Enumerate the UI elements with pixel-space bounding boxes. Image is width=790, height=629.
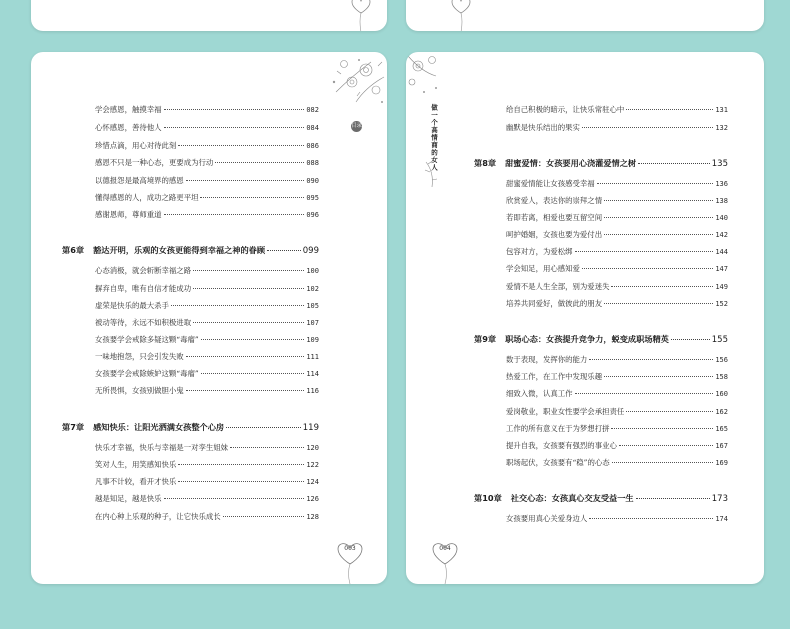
- toc-entry[interactable]: 工作的所有意义在于为梦想打拼 165: [506, 424, 728, 433]
- toc-entry[interactable]: 珍惜点滴，用心对待此刻 086: [95, 141, 319, 150]
- toc-entry[interactable]: 提升自我，女孩要有强烈的事业心 167: [506, 441, 728, 450]
- heart-balloon-icon: [446, 0, 476, 31]
- contents-badge: 目录: [351, 121, 362, 132]
- heart-balloon-icon: [346, 0, 376, 31]
- chapter-10-heading[interactable]: 第10章 社交心态：女孩真心交友受益一生 173: [474, 493, 728, 504]
- toc-entry[interactable]: 感谢恩师，尊师重道 096: [95, 210, 319, 219]
- toc-entry[interactable]: 虚荣是快乐的最大杀手 105: [95, 301, 319, 310]
- toc-entry[interactable]: 快乐才幸福，快乐与幸福是一对孪生姐妹 120: [95, 443, 319, 452]
- toc-entry[interactable]: 懂得感恩的人，成功之路更平坦 095: [95, 193, 319, 202]
- toc-entry[interactable]: 幽默是快乐结出的果实 132: [506, 123, 728, 132]
- toc-entry[interactable]: 无所畏惧，女孩别做胆小鬼 116: [95, 386, 319, 395]
- toc-entry[interactable]: 学会感恩，触摸幸福 082: [95, 105, 319, 114]
- page-number: 004: [439, 545, 451, 552]
- chapter-9-heading[interactable]: 第9章 职场心态：女孩提升竞争力，蜕变成职场精英 155: [474, 334, 728, 345]
- toc-entry[interactable]: 女孩要学会戒除嫉妒这颗“毒瘤” 114: [95, 369, 319, 378]
- toc-page-003: [31, 52, 387, 584]
- toc-entry[interactable]: 培养共同爱好，做彼此的朋友 152: [506, 299, 728, 308]
- toc-entry[interactable]: 笑对人生，用笑感知快乐 122: [95, 460, 319, 469]
- toc-entry[interactable]: 心态消极，就会斩断幸福之路 100: [95, 266, 319, 275]
- toc-entry[interactable]: 包容对方，为爱松绑 144: [506, 247, 728, 256]
- toc-page-004: [406, 52, 764, 584]
- toc-entry[interactable]: 女孩要用真心关爱身边人 174: [506, 514, 728, 523]
- toc-entry[interactable]: 心怀感恩，善待他人 084: [95, 123, 319, 132]
- page-number: 003: [344, 545, 356, 552]
- chapter-7-heading[interactable]: 第7章 感知快乐：让阳光洒满女孩整个心房 119: [62, 422, 319, 433]
- toc-entry[interactable]: 一味地抱怨，只会引发失败 111: [95, 352, 319, 361]
- previous-page-right: [406, 0, 764, 31]
- toc-entry[interactable]: 摒弃自卑，唯有自信才能成功 102: [95, 284, 319, 293]
- toc-entry[interactable]: 在内心种上乐观的种子，让它快乐成长 128: [95, 512, 319, 521]
- toc-entry[interactable]: 越是知足，越是快乐 126: [95, 494, 319, 503]
- toc-entry[interactable]: 呵护婚姻，女孩也要为爱付出 142: [506, 230, 728, 239]
- toc-entry[interactable]: 甜蜜爱情能让女孩感受幸福 136: [506, 179, 728, 188]
- toc-entry[interactable]: 爱情不是人生全部，别为爱迷失 149: [506, 282, 728, 291]
- toc-entry[interactable]: 以德报怨是最高境界的感恩 090: [95, 176, 319, 185]
- toc-entry[interactable]: 女孩要学会戒除多疑这颗“毒瘤” 109: [95, 335, 319, 344]
- chapter-6-heading[interactable]: 第6章 豁达开明，乐观的女孩更能得到幸福之神的眷顾 099: [62, 245, 319, 256]
- toc-entry[interactable]: 爱岗敬业，职业女性要学会承担责任 162: [506, 407, 728, 416]
- toc-entry[interactable]: 数于表现，发挥你的能力 156: [506, 355, 728, 364]
- previous-page-left: [31, 0, 387, 31]
- toc-entry[interactable]: 欣赏爱人，表达你的崇拜之情 138: [506, 196, 728, 205]
- toc-entry[interactable]: 职场起伏，女孩要有“稳”的心态 169: [506, 458, 728, 467]
- toc-entry[interactable]: 给自己积极的暗示，让快乐常驻心中 131: [506, 105, 728, 114]
- book-title-vertical: 做一个高情商的女人: [430, 104, 438, 172]
- chapter-8-heading[interactable]: 第8章 甜蜜爱情：女孩要用心浇灌爱情之树 135: [474, 158, 728, 169]
- toc-entry[interactable]: 若即若离，相爱也要互留空间 140: [506, 213, 728, 222]
- toc-entry[interactable]: 感恩不只是一种心态，更要成为行动 088: [95, 158, 319, 167]
- toc-entry[interactable]: 细致入微，认真工作 160: [506, 389, 728, 398]
- toc-entry[interactable]: 热爱工作，在工作中发现乐趣 158: [506, 372, 728, 381]
- toc-entry[interactable]: 凡事不计较，看开才快乐 124: [95, 477, 319, 486]
- floral-decoration-icon: [406, 52, 446, 192]
- toc-entry[interactable]: 学会知足，用心感知爱 147: [506, 264, 728, 273]
- floral-decoration-icon: [326, 52, 387, 132]
- toc-entry[interactable]: 被动等待，永远不如积极进取 107: [95, 318, 319, 327]
